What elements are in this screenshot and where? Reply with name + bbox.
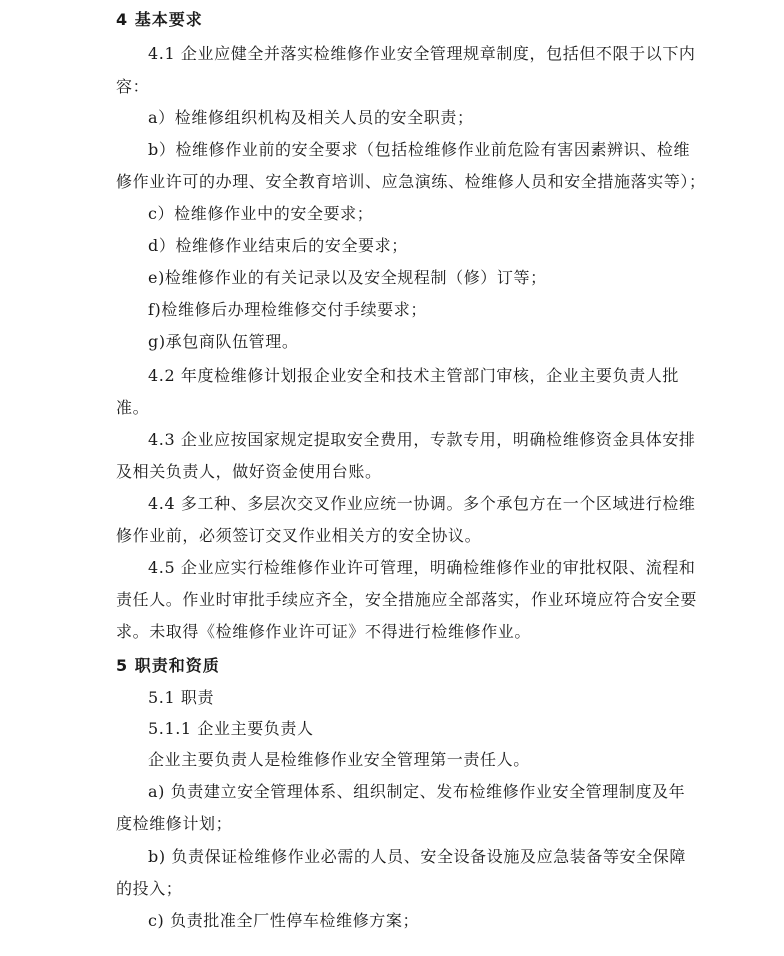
list-item-b-line-1: b）检维修作业前的安全要求（包括检维修作业前危险有害因素辨识、检维 — [148, 140, 691, 159]
list-item-g: g)承包商队伍管理。 — [148, 332, 299, 351]
paragraph-4-1-line-1: 4.1 企业应健全并落实检维修作业安全管理规章制度，包括但不限于以下内 — [148, 44, 696, 63]
list-item-e: e)检维修作业的有关记录以及安全规程制（修）订等； — [148, 268, 547, 287]
list-item-f: f)检维修后办理检维修交付手续要求； — [148, 300, 427, 319]
section-5-heading: 5 职责和资质 — [116, 656, 220, 675]
paragraph-4-2-line-1: 4.2 年度检维修计划报企业安全和技术主管部门审核，企业主要负责人批 — [148, 366, 679, 385]
list-item-a: a）检维修组织机构及相关人员的安全职责； — [148, 108, 474, 127]
paragraph-4-3-line-2: 及相关负责人，做好资金使用台账。 — [116, 462, 382, 481]
duty-item-b-line-2: 的投入； — [116, 879, 183, 898]
subsection-5-1-title: 5.1 职责 — [148, 688, 215, 707]
paragraph-4-5-line-3: 求。未取得《检维修作业许可证》不得进行检维修作业。 — [116, 622, 532, 641]
duty-item-a-line-1: a) 负责建立安全管理体系、组织制定、发布检维修作业安全管理制度及年 — [148, 782, 686, 801]
section-4-heading: 4 基本要求 — [116, 10, 203, 29]
duty-item-c: c) 负责批准全厂性停车检维修方案； — [148, 911, 420, 930]
paragraph-4-5-line-1: 4.5 企业应实行检维修作业许可管理，明确检维修作业的审批权限、流程和 — [148, 558, 696, 577]
duty-item-a-line-2: 度检维修计划； — [116, 814, 233, 833]
paragraph-4-2-line-2: 准。 — [116, 398, 150, 417]
duty-item-b-line-1: b) 负责保证检维修作业必需的人员、安全设备设施及应急装备等安全保障 — [148, 847, 686, 866]
list-item-b-line-2: 修作业许可的办理、安全教育培训、应急演练、检维修人员和安全措施落实等）； — [116, 172, 706, 191]
subsection-5-1-1-title: 5.1.1 企业主要负责人 — [148, 719, 314, 738]
paragraph-4-5-line-2: 责任人。作业时审批手续应齐全，安全措施应全部落实，作业环境应符合安全要 — [116, 590, 698, 609]
responsibility-intro: 企业主要负责人是检维修作业安全管理第一责任人。 — [148, 750, 530, 769]
paragraph-4-4-line-1: 4.4 多工种、多层次交叉作业应统一协调。多个承包方在一个区域进行检维 — [148, 494, 696, 513]
paragraph-4-4-line-2: 修作业前，必须签订交叉作业相关方的安全协议。 — [116, 526, 482, 545]
list-item-c: c）检维修作业中的安全要求； — [148, 204, 374, 223]
paragraph-4-1-line-2: 容： — [116, 77, 150, 96]
paragraph-4-3-line-1: 4.3 企业应按国家规定提取安全费用，专款专用，明确检维修资金具体安排 — [148, 430, 696, 449]
list-item-d: d）检维修作业结束后的安全要求； — [148, 236, 408, 255]
